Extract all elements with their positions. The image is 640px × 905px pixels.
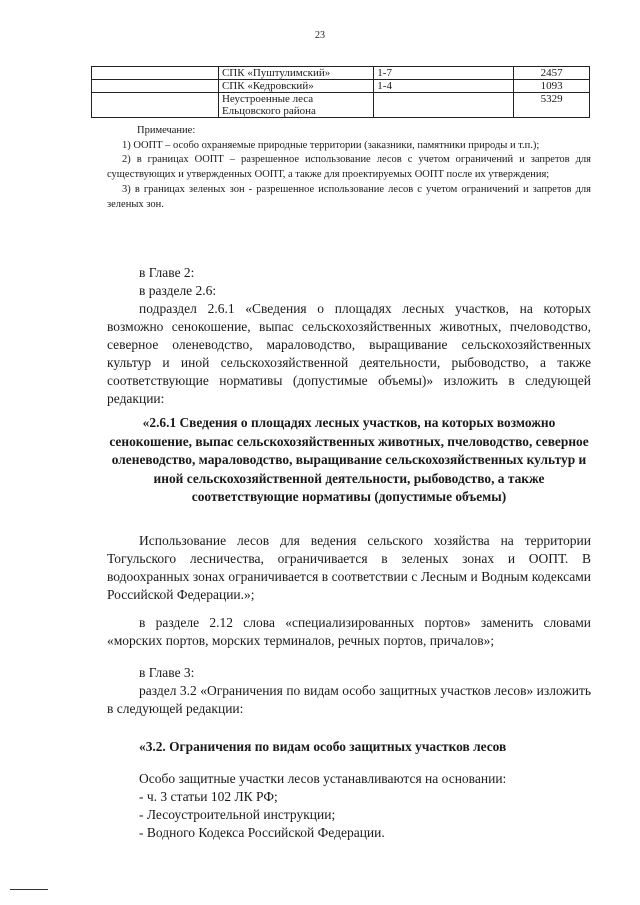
notes-block [107, 124, 591, 212]
table-cell: СПК «Пуштулимский» [218, 67, 373, 80]
chapter3-text: в Главе 3: [139, 665, 195, 680]
heading-261: «2.6.1 Сведения о площадях лесных участков, на которых возможно сенокошение, выпас сельскохозяйственных животных, пчеловодство, северное оленеводство, мараловодство, выращивание сельскохозяйственных культур и иной сельскохозяйственной деятельности, рыбоводство, а также соответствующие нормативы (допустимые объемы) [109, 415, 589, 504]
note-item: 3) в границах зеленых зон - разрешенное использование лесов с учетом ограничений и запретов для зеленых зон. [107, 183, 591, 210]
paragraph-212-block [107, 614, 591, 650]
section26-text: в разделе 2.6: [139, 283, 217, 298]
list-item: - ч. 3 статьи 102 ЛК РФ; [139, 789, 278, 804]
notes-heading: Примечание: [137, 125, 196, 136]
chapter2-text: в Главе 2: [139, 265, 195, 280]
table-cell: 2457 [514, 67, 590, 80]
paragraph-261: подраздел 2.6.1 «Сведения о площадях лесных участков, на которых возможно сенокошение, выпас сельскохозяйственных животных, пчеловодство, северное оленеводство, мараловодство, выращивание сельскохозяйственных культур и иной сельскохозяйственной деятельности, рыбоводство, а также соответствующие нормативы (допустимые объемы)» изложить в следующей редакции: [107, 301, 591, 406]
table-cell: 1093 [514, 80, 590, 93]
paragraph-32: раздел 3.2 «Ограничения по видам особо защитных участков лесов» изложить в следующей редакции: [107, 683, 591, 716]
basis-intro: Особо защитные участки лесов устанавливаются на основании: [139, 771, 507, 786]
table-cell: СПК «Кедровский» [218, 80, 373, 93]
table-cell [92, 80, 219, 93]
page-number: 23 [315, 30, 325, 41]
table-row [92, 80, 590, 93]
note-item: 1) ООПТ – особо охраняемые природные территории (заказники, памятники природы и т.п.); [122, 139, 540, 151]
table-cell [92, 93, 219, 118]
paragraph-usage-block [107, 532, 591, 604]
table-cell: Неустроенные леса Ельцовского района [218, 93, 373, 118]
table-row [92, 93, 590, 118]
table-cell: 1-7 [374, 67, 514, 80]
heading-32: «3.2. Ограничения по видам особо защитных участков лесов [139, 739, 507, 754]
forest-table [91, 66, 590, 118]
table-row [92, 67, 590, 80]
list-item: - Водного Кодекса Российской Федерации. [139, 825, 385, 840]
chapter2-label [107, 264, 591, 408]
chapter3-block [107, 664, 591, 718]
table-cell [374, 93, 514, 118]
list-item: - Лесоустроительной инструкции; [139, 807, 336, 822]
footer-divider [10, 889, 48, 890]
paragraph-usage: Использование лесов для ведения сельского хозяйства на территории Тогульского лесничества, ограничивается в зеленых зонах и ООПТ. В водоохранных зонах ограничивается в соответствии с Лесным и Водным кодексами Российской Федерации.»; [107, 533, 591, 602]
table-cell: 1-4 [374, 80, 514, 93]
note-item: 2) в границах ООПТ – разрешенное использование лесов с учетом ограничений и запретов для существующих и утвержденных ООПТ, а также для проектируемых ООПТ после их утверждения; [107, 154, 591, 181]
basis-list [139, 770, 589, 842]
table-cell: 5329 [514, 93, 590, 118]
table-cell [92, 67, 219, 80]
paragraph-212: в разделе 2.12 слова «специализированных портов» заменить словами «морских портов, морских терминалов, речных портов, причалов»; [107, 615, 591, 648]
